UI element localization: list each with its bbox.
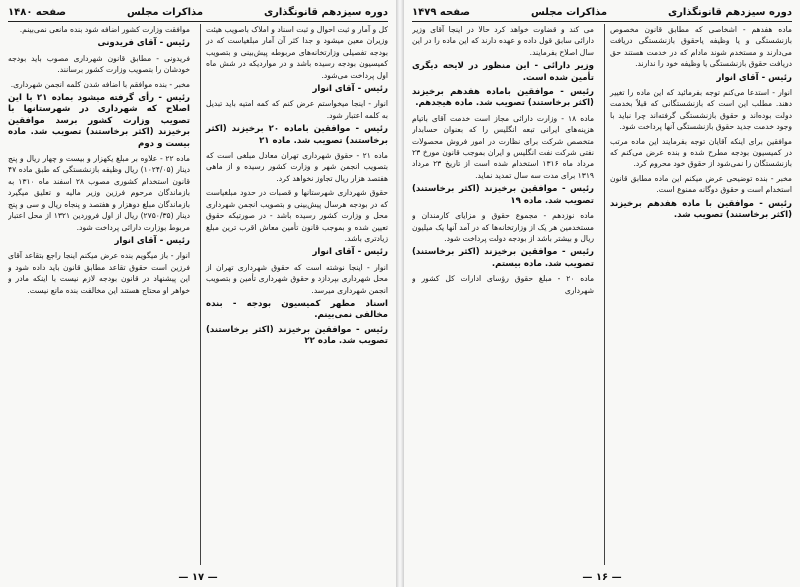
speaker-line: رئیس - موافقین برخیزند (اکثر برخاستند) تصویب شد. ماده بیستم. [412,247,594,269]
right-session-label: دوره سیزدهم قانونگذاری [667,6,792,18]
speaker-line: رئیس - موافقین باماده هفدهم برخیزند (اکثر برخاستند) تصویب شد. ماده هیجدهم. [412,87,594,109]
right-page-column-left [412,24,594,565]
speaker-line: رئیس - آقای فریدونی [97,38,190,49]
paragraph: ماده هفدهم - اشخاصی که مطابق قانون مخصوص بازنشستگی و یا وظیفه یاحقوق بازنشستگی دریافت می‌دارند و مستخدم شوند مادام که در خدمت هستند حق دریافت حقوق بازنشستگی یا وظیفه خود را ندارند. [610,25,792,69]
book-gutter [396,0,404,587]
right-page-header [412,3,792,22]
paragraph: کل و آمار و ثبت احوال و ثبت اسناد و املاک باصویب هیئت وزیران معین میشود و جدا کثر آن آمار مبلغیاست که در بودجه تفصیلی وزارتخانه‌های مربوطه پیش‌بینی و بتصویب کمیسیون بودجه رسیده باشد و در مواردیکه در شش ماه اول پرداخت می‌شود. [206,25,388,80]
paragraph: ماده نوزدهم - مجموع حقوق و مزایای کارمندان و مستخدمین هر یک از وزارتخانه‌ها که در آمد آنها یک میلیون ریال و بیشتر باشد از بودجه دولت پرداخت شود. [412,211,594,243]
right-page-columns [412,24,792,565]
left-title-label: مذاکرات مجلس [127,6,204,18]
paragraph: ماده ۲۰ - مبلغ حقوق رؤسای ادارات کل کشور و شهرداری [412,274,594,295]
speaker-line: رئیس - موافقین برخیزند (اکثر برخاستند) تصویب شد. ماده ۲۲ [206,324,388,347]
paragraph: موافقین برای اینکه آقایان توجه بفرمایند این ماده مرتب در کمیسیون بودجه مطرح شده و بنده عرض می‌کنم که بازنشستگان را نمی‌شود از حقوق خود محروم کرد. [610,136,792,169]
paragraph: ماده ۲۲ - علاوه بر مبلغ یکهزار و بیست و چهار ریال و پنج دینار (۱۰۲۴/۰۵) ریال وظیفه بازنشستگی که طبق ماده ۴۷ قانون استخدام کشوری مصوب ۲۸ اسفند ماه ۱۳۱۰ به بازماندگان مرحوم فرزین وزیر مالیه و تعلیق میگیرد بازماندگان مبلغ دوهزار و هفتصد و پنجاه ریال و سی و پنج دینار (۲۷۵۰/۳۵) ریال از اول فروردین ۱۳۲۱ از محل اعتبار مربوط بوزارت دارائی پرداخت شود. [8,154,190,232]
speaker-line: وزیر دارائی - این منظور در لایحه دیگری تأمین شده است. [412,61,594,83]
paragraph: ماده ۲۱ - حقوق شهرداری تهران معادل مبلغی است که بتصویب انجمن شهر و وزارت کشور رسیده و از ماهی هفتصد هزار ریال تجاوز نخواهد کرد. [206,151,388,183]
paragraph: انوار - اینجا میخواستم عرض کنم که کمه امتیه باید تبدیل به کلمه اعتبار شود. [206,99,388,120]
speaker-line: رئیس - آقای انوار [114,235,190,246]
left-page [0,0,396,587]
right-page-footer: — ۱۶ — [582,572,622,583]
paragraph: انوار - استدعا می‌کنم توجه بفرمائید که این ماده را تغییر دهند. مطلب این است که بازنشستگانی که قبلاً بخدمت دولت بوده‌اند و حقوق بازنشستگی گرفته‌اند چرا نباید با وجود خدمت جدید حقوق بازنشستگی آنها پرداخت شود. [610,88,792,132]
left-page-header [8,3,388,22]
speaker-line: رئیس - موافقین با ماده هفدهم برخیزند (اکثر برخاستند) تصویب شد. [610,198,792,221]
right-page-column-right [604,24,792,565]
left-page-column-right [200,24,388,565]
speaker-line: رئیس - آقای انوار [312,247,388,258]
speaker-line: رئیس - آقای انوار [312,84,388,95]
speaker-line: رئیس - رأی گرفته میشود بماده ۲۱ با این اصلاح که شهرداری در شهرستانها با تصویب وزارت کشور برسد موافقین برخیزند (اکثر برخاستند) تصویب شد. ماده بیست و دوم [8,93,190,149]
left-page-column-left [8,24,190,565]
paragraph: حقوق شهرداری شهرستانها و قصبات در حدود مبلغیاست که در بودجه هرسال پیش‌بینی و بتصویب انجمن شهرداری محل و وزارت کشور رسیده باشد - در صورتیکه حقوق تعیین شده و بموجب قانون تأمین معاش اقرب ترین مبلغ زیادتری باشد. [206,188,388,243]
speaker-line: رئیس - موافقین برخیزند (اکثر برخاستند) تصویب شد. ماده ۱۹ [412,184,594,206]
paragraph: فریدونی - مطابق قانون شهرداری مصوب باید بودجه خودشان را بتصویب وزارت کشور برسانند. [8,53,190,75]
paragraph: موافقت وزارت کشور اضافه شود بنده مانعی نمی‌بینم. [19,25,190,34]
left-session-label: دوره سیزدهم قانونگذاری [263,6,388,18]
speaker-line: اسناد مطهر کمیسیون بودجه - بنده مخالفی نمی‌بینم. [206,298,388,321]
paragraph: مخبر - بنده توضیحی عرض میکنم این ماده مطابق قانون استخدام است و حقوق دوگانه ممنوع است. [610,173,792,195]
left-page-footer: — ۱۷ — [178,572,218,583]
right-page [404,0,800,587]
paragraph: ماده ۱۸ - وزارت دارائی مجاز است خدمت آقای باتیام هزینه‌های ایرانی تبعه انگلیس را که بعنوان حسابدار متخصص شرکت برای نظارت در امور فروش محصولات نفتی شرکت نفت انگلیس و ایران بموجب قانون مورخ ۲۳ مرداد ماه ۱۳۱۶ استخدام شده است از تاریخ ۲۳ مرداد ۱۳۱۹ برای مدت سه سال تمدید نماید. [412,113,594,180]
paragraph: انوار - باز میگویم بنده عرض میکنم اینجا راجع بتقاعد آقای فرزین است حقوق تقاعد مطابق قانون باید داده شود و این پیشنهاد در قانون بودجه لازم نیست با اینکه مادر و خواهر او محتاج هستند این مخالفت بنده مانع نیست. [8,251,190,295]
paragraph: می کند و قضاوت خواهد کرد حالا در اینجا آقای وزیر دارائی سابق قول داده و عهده دارند که این ماده را در این سال اصلاح بفرمایند. [412,25,594,57]
left-page-number: صفحه ۱۴۸۰ [8,6,67,18]
paragraph: مخبر - بنده موافقم با اضافه شدن کلمه انجمن شهرداری. [10,79,190,89]
paragraph: انوار - اینجا نوشته است که حقوق شهرداری تهران از محل شهرداری بپردازد و حقوق شهرداری تأمین و بتصویب انجمن شهرداری میرسد. [206,262,388,295]
speaker-line: رئیس - آقای انوار [716,72,792,83]
right-title-label: مذاکرات مجلس [531,6,608,18]
left-page-columns [8,24,388,565]
speaker-line: رئیس - موافقین باماده ۲۰ برخیزند (اکثر برخاستند) تصویب شد. ماده ۲۱ [206,124,388,146]
right-page-number: صفحه ۱۴۷۹ [412,6,471,18]
